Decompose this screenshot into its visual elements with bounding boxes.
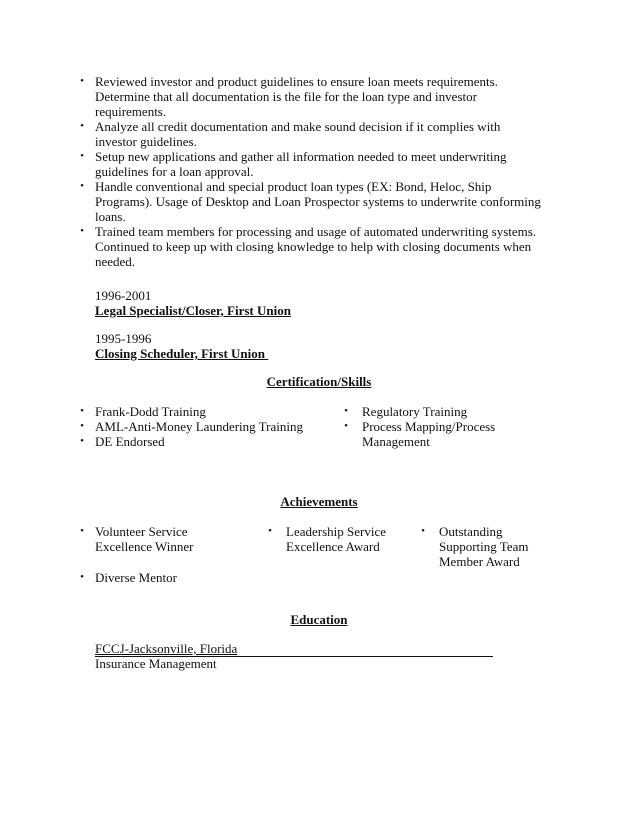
bullet-icon: • [344, 405, 348, 417]
duties-list [80, 74, 545, 269]
certifications-left-list [80, 404, 315, 449]
list-item [59, 119, 545, 149]
list-item [59, 179, 545, 224]
education-school-row [95, 641, 493, 657]
duty-text: Trained team members for processing and usage of automated underwriting systems. Continued to keep up with closing knowledge to help with closing documents when needed. [95, 224, 537, 269]
list-item: • Frank-Dodd Training [59, 404, 315, 419]
bullet-icon: • [80, 120, 84, 132]
job-2-title: Closing Scheduler, First Union [95, 346, 269, 361]
education-field: Insurance Management [95, 656, 217, 671]
duty-text: Analyze all credit documentation and make sound decision if it complies with investor guidelines. [95, 119, 501, 149]
list-item: • AML-Anti-Money Laundering Training [59, 419, 315, 434]
certifications-right-list [326, 404, 526, 449]
list-item: • Volunteer Service Excellence Winner [59, 524, 245, 554]
bullet-icon: • [80, 225, 84, 237]
certifications-heading: Certification/Skills [266, 374, 372, 389]
bullet-icon: • [344, 420, 348, 432]
job-2-years: 1995-1996 [95, 331, 152, 346]
duty-text: Reviewed investor and product guidelines to ensure loan meets requirements. Determine that all documentation is the file for the loan type and investor requirements. [95, 74, 498, 119]
bullet-icon: • [80, 420, 84, 432]
bullet-icon: • [80, 180, 84, 192]
bullet-icon: • [80, 571, 84, 583]
job-1-years: 1996-2001 [95, 288, 152, 303]
education-school: FCCJ-Jacksonville, Florida [95, 641, 238, 656]
bullet-icon: • [80, 405, 84, 417]
list-item: • Diverse Mentor [59, 570, 245, 585]
list-item: • Regulatory Training [326, 404, 526, 419]
bullet-icon: • [80, 75, 84, 87]
job-1-title: Legal Specialist/Closer, First Union [95, 303, 291, 318]
bullet-icon: • [80, 435, 84, 447]
list-item [59, 149, 545, 179]
list-item: • Process Mapping/Process Management [326, 419, 526, 449]
achievements-col-1b [80, 570, 245, 585]
achievements-col-2 [250, 524, 400, 554]
list-item: • Outstanding Supporting Team Member Award [403, 524, 553, 569]
list-item [59, 74, 545, 119]
achievements-heading: Achievements [280, 494, 358, 509]
bullet-icon: • [80, 525, 84, 537]
list-item: • DE Endorsed [59, 434, 315, 449]
duty-text: Handle conventional and special product loan types (EX: Bond, Heloc, Ship Programs). Usage of Desktop and Loan Prospector systems to underwrite conforming loans. [95, 179, 541, 224]
bullet-icon: • [268, 525, 272, 537]
achievements-col-3 [403, 524, 553, 569]
achievements-col-1 [80, 524, 245, 554]
list-item: • Leadership Service Excellence Award [250, 524, 400, 554]
bullet-icon: • [80, 150, 84, 162]
duty-text: Setup new applications and gather all information needed to meet underwriting guidelines for a loan approval. [95, 149, 507, 179]
list-item [59, 224, 545, 269]
education-heading: Education [290, 612, 348, 627]
bullet-icon: • [421, 525, 425, 537]
